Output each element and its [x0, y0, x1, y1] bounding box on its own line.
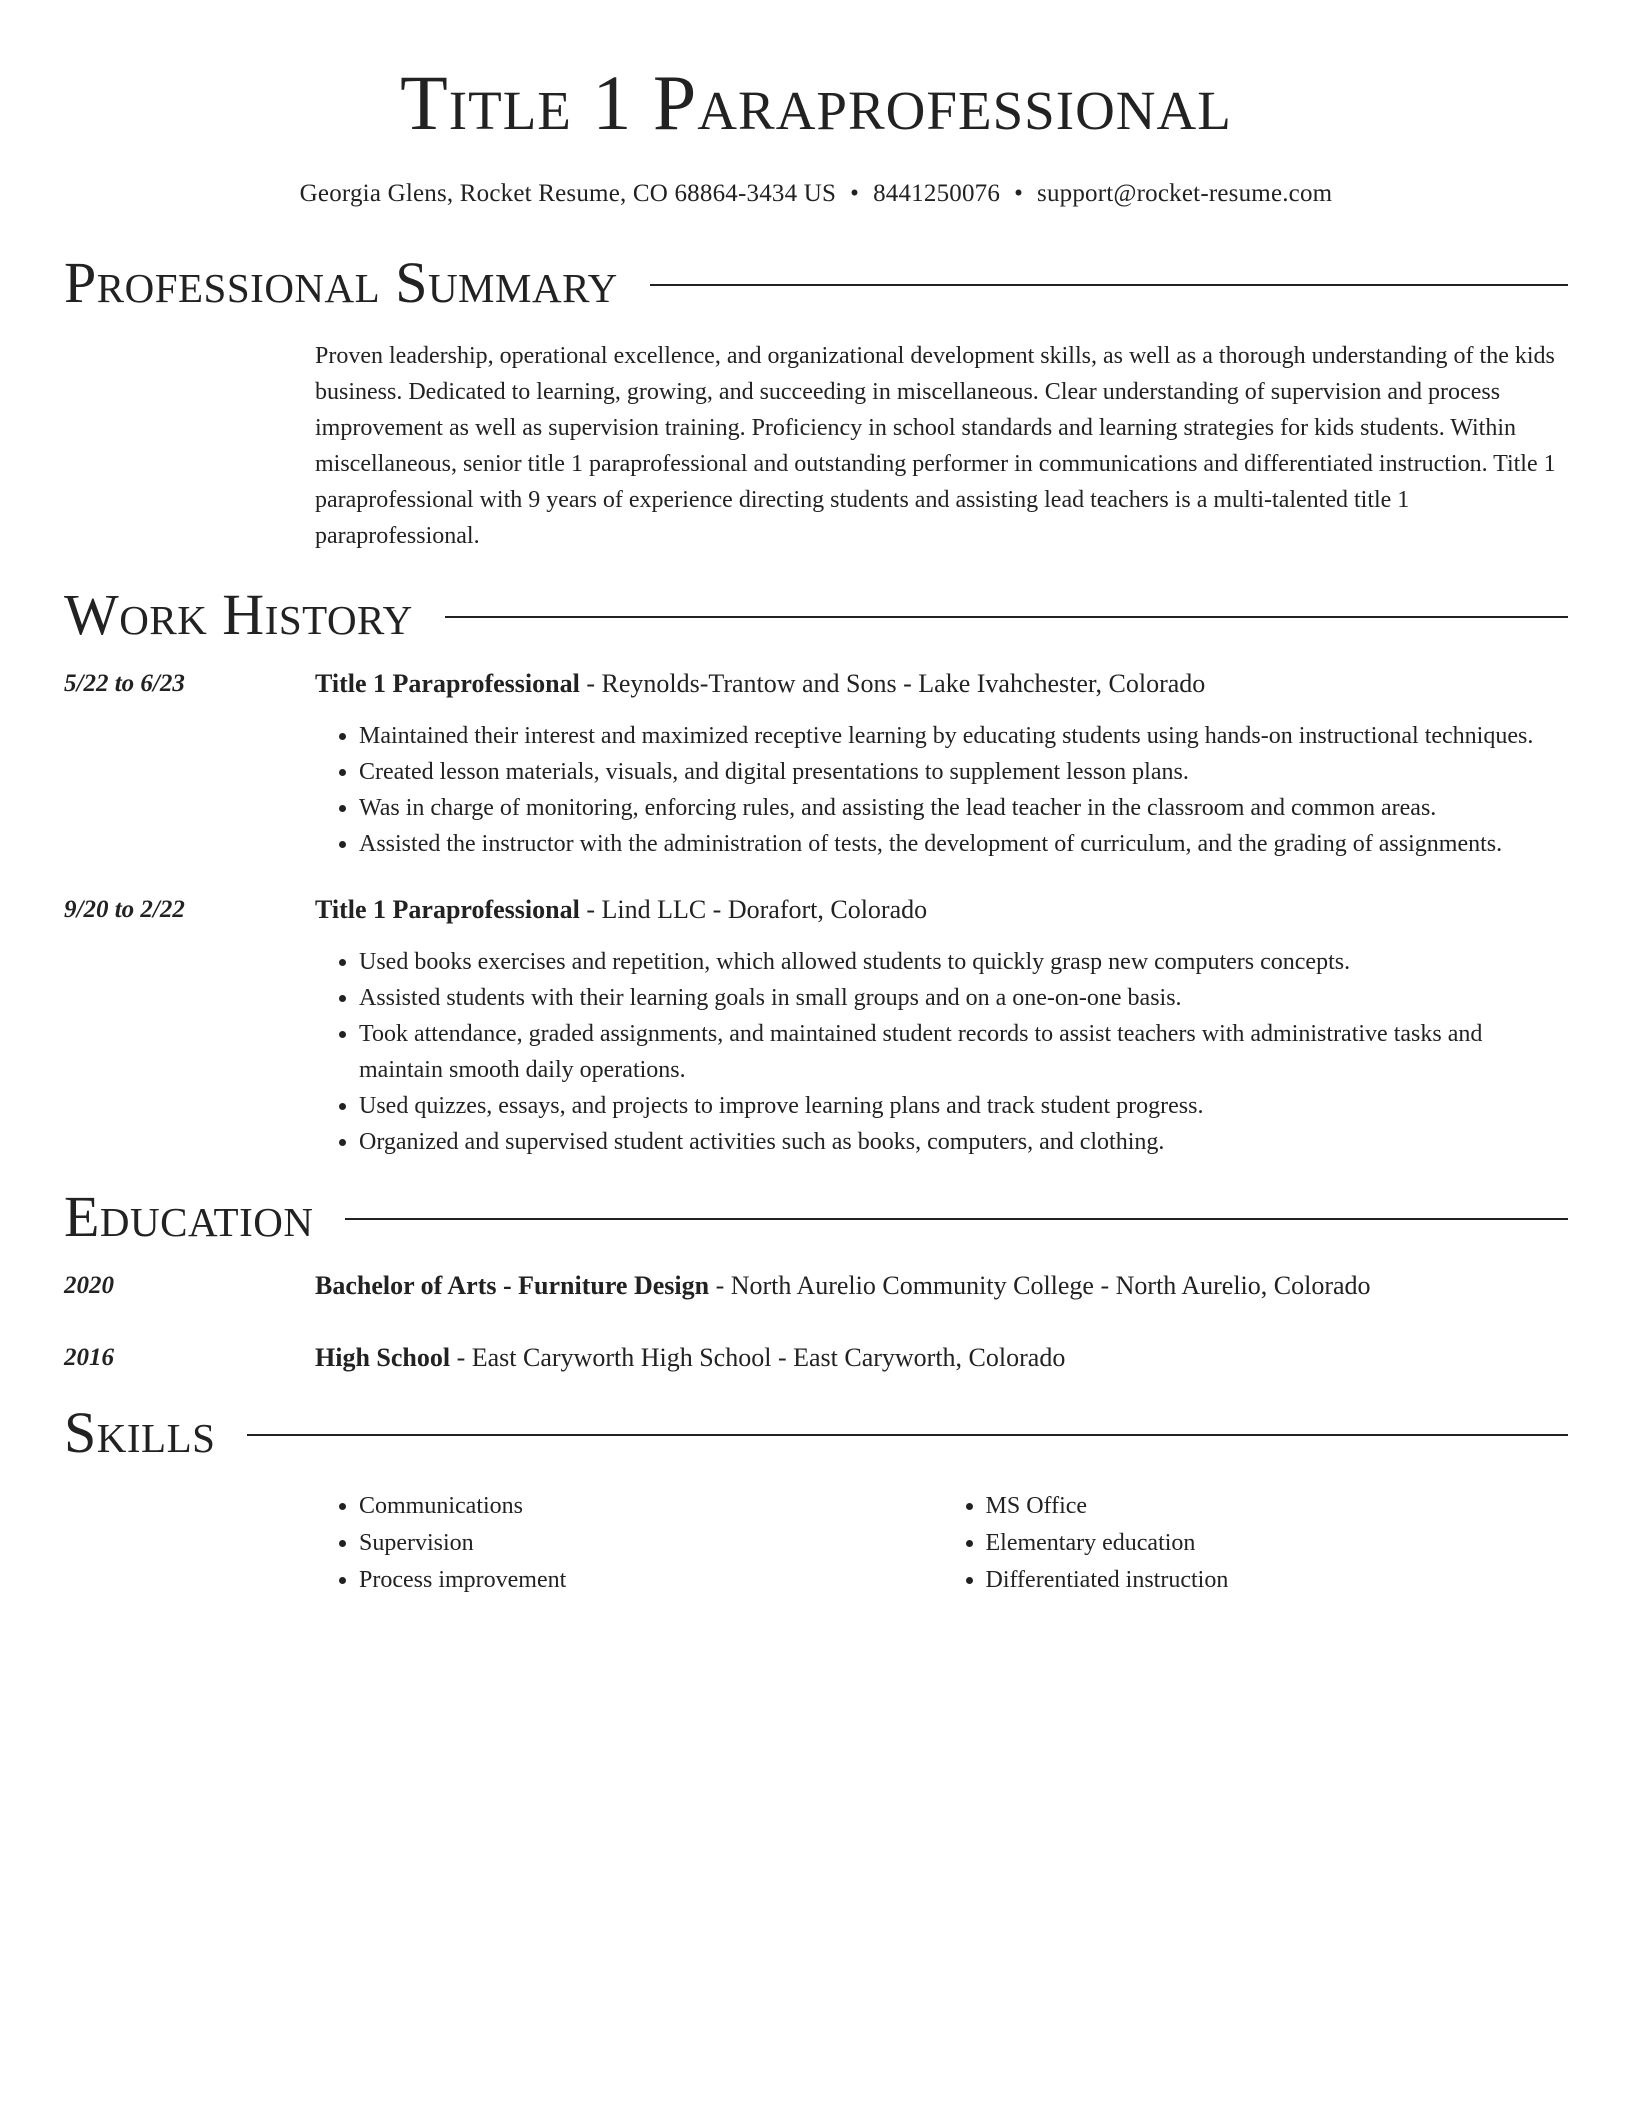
skill-item: • Supervision	[359, 1525, 942, 1562]
resume-name: Title 1 Paraprofessional	[400, 59, 1232, 146]
summary-spacer	[64, 338, 315, 554]
summary-text: Proven leadership, operational excellence, and organizational development skills, as well as a thorough understanding of the kids business. Dedicated to learning, growing, and succeeding in miscellaneous. Clear understanding of supervision and process improvement as well as supervision training. Proficiency in school standards and learning strategies for kids students. Within miscellaneous, senior title 1 paraprofessional and outstanding performer in communications and differentiated instruction. Title 1 paraprofessional with 9 years of experience directing students and assisting lead teachers is a multi-talented title 1 paraprofessional.	[315, 343, 1556, 549]
job-bullet: • Used quizzes, essays, and projects to improve learning plans and track student progress.	[359, 1088, 1568, 1124]
skills-list-left	[315, 1488, 942, 1599]
summary-section-header	[64, 250, 1568, 315]
skills-columns	[315, 1488, 1568, 1599]
job-bullet: • Maintained their interest and maximized receptive learning by educating students using hands-on instructional techniques.	[359, 718, 1568, 754]
job-entry	[64, 892, 1568, 1160]
job-bullet: • Was in charge of monitoring, enforcing rules, and assisting the lead teacher in the classroom and common areas.	[359, 790, 1568, 826]
work-section-title: Work History	[64, 582, 413, 647]
contact-separator: •	[850, 180, 860, 207]
job-details: - Lind LLC - Dorafort, Colorado	[579, 895, 928, 924]
job-bullet: • Assisted students with their learning goals in small groups and on a one-on-one basis.	[359, 980, 1568, 1016]
job-title: Title 1 Paraprofessional	[315, 895, 580, 924]
job-bullet: • Took attendance, graded assignments, and maintained student records to assist teachers with administrative tasks and maintain smooth daily operations.	[359, 1016, 1568, 1088]
skill-item: • Elementary education	[986, 1525, 1569, 1562]
skills-list-right	[942, 1488, 1569, 1599]
job-bullet: • Organized and supervised student activities such as books, computers, and clothing.	[359, 1124, 1568, 1160]
job-entry	[64, 666, 1568, 862]
job-bullet: • Assisted the instructor with the administration of tests, the development of curriculum, and the grading of assignments.	[359, 826, 1568, 862]
contact-email: support@rocket-resume.com	[1037, 180, 1333, 207]
education-section-title: Education	[64, 1184, 314, 1249]
job-bullets	[315, 944, 1568, 1160]
education-details: - North Aurelio Community College - North Aurelio, Colorado	[709, 1271, 1371, 1300]
skill-item: • Differentiated instruction	[986, 1562, 1569, 1599]
job-title: Title 1 Paraprofessional	[315, 669, 580, 698]
job-heading	[315, 666, 1568, 702]
section-divider	[650, 284, 1568, 286]
section-divider	[345, 1218, 1568, 1220]
skills-row	[64, 1488, 1568, 1599]
skill-item: • Process improvement	[359, 1562, 942, 1599]
job-dates: 9/20 to 2/22	[64, 896, 185, 923]
education-year: 2016	[64, 1344, 114, 1371]
contact-phone: 8441250076	[873, 180, 1001, 207]
education-entry	[64, 1268, 1568, 1304]
skill-item: • Communications	[359, 1488, 942, 1525]
education-degree: High School	[315, 1343, 451, 1372]
contact-line	[64, 180, 1568, 208]
job-bullets	[315, 718, 1568, 862]
skills-section-title: Skills	[64, 1400, 216, 1465]
education-entry	[64, 1340, 1568, 1376]
summary-section-title: Professional Summary	[64, 250, 618, 315]
job-heading	[315, 892, 1568, 928]
education-degree: Bachelor of Arts - Furniture Design	[315, 1271, 710, 1300]
contact-address: Georgia Glens, Rocket Resume, CO 68864-3434 US	[299, 180, 837, 207]
work-section-header	[64, 582, 1568, 647]
job-bullet: • Used books exercises and repetition, which allowed students to quickly grasp new computers concepts.	[359, 944, 1568, 980]
skill-item: • MS Office	[986, 1488, 1569, 1525]
section-divider	[445, 616, 1568, 618]
summary-row	[64, 338, 1568, 554]
education-section-header	[64, 1184, 1568, 1249]
job-dates: 5/22 to 6/23	[64, 670, 185, 697]
contact-separator: •	[1014, 180, 1024, 207]
education-year: 2020	[64, 1272, 114, 1299]
skills-spacer	[64, 1488, 315, 1599]
skills-section-header	[64, 1400, 1568, 1465]
section-divider	[247, 1434, 1568, 1436]
education-details: - East Caryworth High School - East Caryworth, Colorado	[450, 1343, 1066, 1372]
job-details: - Reynolds-Trantow and Sons - Lake Ivahchester, Colorado	[579, 669, 1206, 698]
job-bullet: • Created lesson materials, visuals, and digital presentations to supplement lesson plans.	[359, 754, 1568, 790]
